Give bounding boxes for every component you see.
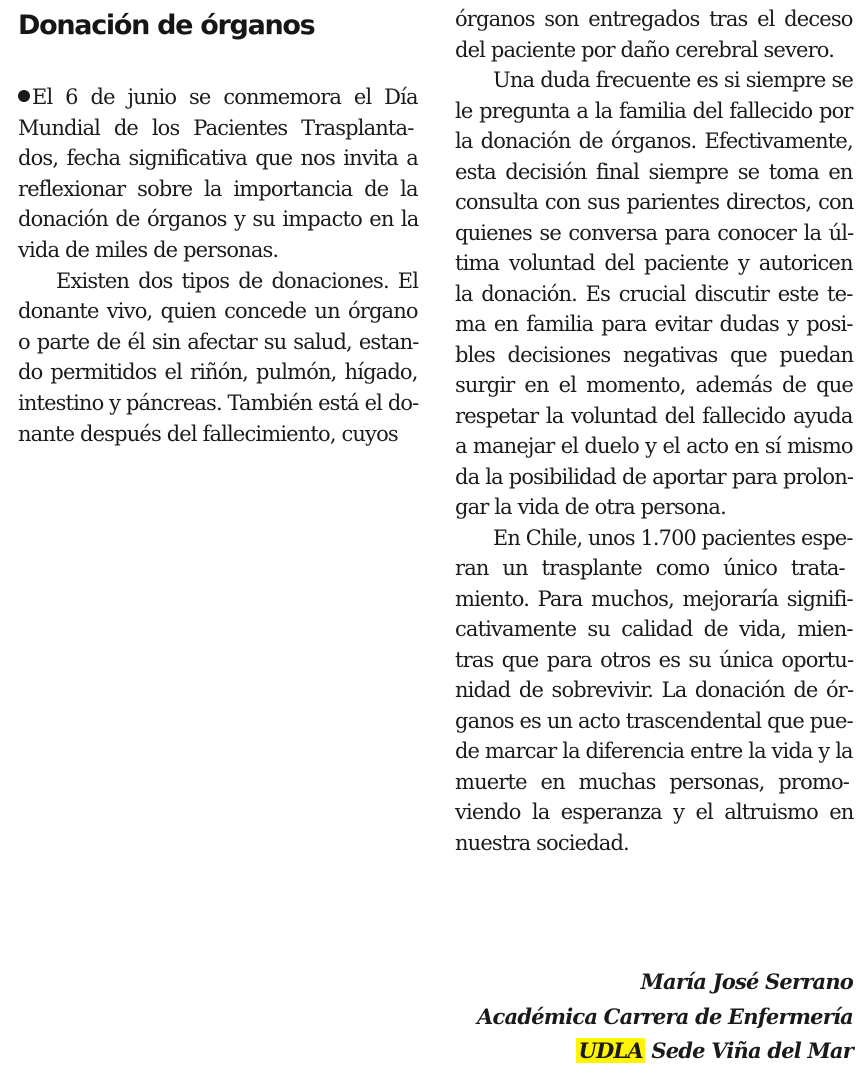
left-column-line — [18, 421, 398, 446]
right-column-line — [455, 9, 853, 30]
left-column-line-text: nante después del fallecimiento, cuyos — [18, 421, 398, 446]
right-column-line-text: del paciente por daño cerebral severo. — [455, 37, 835, 62]
right-column-line — [455, 192, 853, 213]
right-column-line-text: de marcar la diferencia entre la vida y la — [455, 739, 853, 763]
right-column-line-text: gar la vida de otra persona. — [455, 495, 726, 519]
right-column-line-text: viendo la esperanza y el altruismo en — [455, 800, 854, 824]
campus-name: Sede Viña del Mar — [651, 1038, 853, 1063]
right-column-line-text: cativamente su calidad de vida, mien- — [455, 617, 853, 641]
right-column-line-text: la donación de órganos. Efectivamente, — [455, 129, 853, 153]
right-column-line-text: bles decisiones negativas que puedan — [455, 342, 854, 367]
left-column-line — [18, 393, 418, 414]
left-column-line — [18, 329, 419, 354]
right-column-line-text: Una duda frecuente es si siempre se — [493, 68, 853, 92]
left-column-line-text: Existen dos tipos de donaciones. El — [56, 268, 419, 293]
right-column-line — [455, 436, 853, 457]
right-column-line — [455, 342, 854, 367]
right-column-line — [455, 680, 853, 701]
right-column-line-text: surgir en el momento, además de que — [455, 373, 854, 397]
right-column-line — [455, 619, 853, 640]
left-column-line — [18, 115, 414, 140]
right-column-line — [455, 253, 853, 274]
left-column-line — [18, 209, 418, 230]
right-column-line — [455, 830, 629, 855]
right-column-line-text: da la posibilidad de aportar para prolon- — [455, 464, 854, 489]
right-column-line-text: le pregunta a la familia del fallecido por — [455, 98, 853, 123]
left-column-line-text: intestino y páncreas. También está el do- — [18, 391, 419, 415]
left-column-line — [56, 268, 419, 293]
right-column-line — [455, 769, 849, 794]
right-column-line-text: miento. Para muchos, mejoraría signifi- — [455, 586, 853, 611]
bullet-icon — [18, 90, 30, 102]
right-column-line — [455, 375, 853, 396]
right-column-line — [493, 525, 853, 550]
right-column-line-text: respetar la voluntad del fallecido ayuda — [455, 403, 853, 428]
right-column-line-text: ma en familia para evitar dudas y posi- — [455, 312, 853, 336]
right-column-line — [455, 558, 845, 579]
left-column-line-text: reflexionar sobre la importancia de la — [18, 176, 418, 201]
author-affiliation — [576, 1040, 853, 1061]
left-column-line — [18, 87, 418, 108]
left-column-line-text: donación de órganos y su impacto en la — [18, 207, 419, 232]
author-role: Académica Carrera de Enfermería — [477, 1004, 853, 1029]
left-column-line — [18, 240, 278, 261]
left-column-line — [18, 301, 418, 322]
left-column-line-text: El 6 de junio se conmemora el Día — [32, 85, 418, 109]
right-column-line-text: ran un trasplante como único trata- — [455, 556, 845, 580]
right-column-line-text: órganos son entregados tras el deceso — [455, 7, 853, 31]
right-column-line — [455, 131, 853, 152]
right-column-line-text: En Chile, unos 1.700 pacientes espe- — [493, 525, 853, 550]
right-column-line-text: la donación. Es crucial discutir este te- — [455, 281, 853, 306]
left-column-line — [18, 148, 418, 169]
article-title: Donación de órganos — [18, 10, 315, 41]
left-column-line-text: vida de miles de personas. — [18, 238, 279, 262]
right-column-line — [455, 220, 854, 245]
institution-highlight: UDLA — [578, 1038, 643, 1063]
right-column-line-text: tima voluntad del paciente y autoricen — [455, 251, 853, 275]
right-column-line — [455, 497, 726, 518]
right-column-line-text: a manejar el duelo y el acto en sí mismo — [455, 434, 853, 458]
right-column-line — [455, 708, 853, 733]
right-column-line-text: muerte en muchas personas, promo- — [455, 769, 849, 794]
right-column-line-text: ganos es un acto trascendental que pue- — [455, 708, 853, 733]
right-column-line — [455, 159, 853, 184]
left-column-line — [18, 362, 418, 383]
left-column-line-text: dos, fecha significativa que nos invita a — [18, 146, 418, 171]
right-column-line — [455, 647, 854, 672]
right-column-line — [455, 464, 854, 489]
right-column-line — [455, 802, 853, 823]
author-name: María José Serrano — [640, 969, 853, 994]
right-column-line — [493, 70, 853, 91]
right-column-line-text: consulta con sus parientes directos, con — [455, 190, 854, 214]
left-column-line-text: o parte de él sin afectar su salud, estan- — [18, 329, 419, 354]
right-column-line — [455, 37, 835, 62]
right-column-line — [455, 741, 853, 762]
right-column-line-text: tras que para otros es su única oportu- — [455, 647, 854, 672]
right-column-line — [455, 281, 853, 306]
right-column-line — [455, 314, 853, 335]
left-column-line — [18, 176, 418, 201]
right-column-line — [455, 98, 853, 123]
right-column-line-text: esta decisión final siempre se toma en — [455, 159, 853, 184]
right-column-line — [455, 403, 853, 428]
right-column-line-text: quienes se conversa para conocer la úl- — [455, 220, 854, 245]
right-column-line — [455, 586, 853, 611]
left-column-line-text: donante vivo, quien concede un órgano — [18, 299, 418, 324]
right-column-line-text: nidad de sobrevivir. La donación de ór- — [455, 678, 854, 702]
left-column-line-text: Mundial de los Pacientes Trasplanta- — [18, 115, 414, 140]
right-column-line-text: nuestra sociedad. — [455, 830, 629, 855]
left-column-line-text: do permitidos el riñón, pulmón, hígado, — [18, 360, 418, 385]
